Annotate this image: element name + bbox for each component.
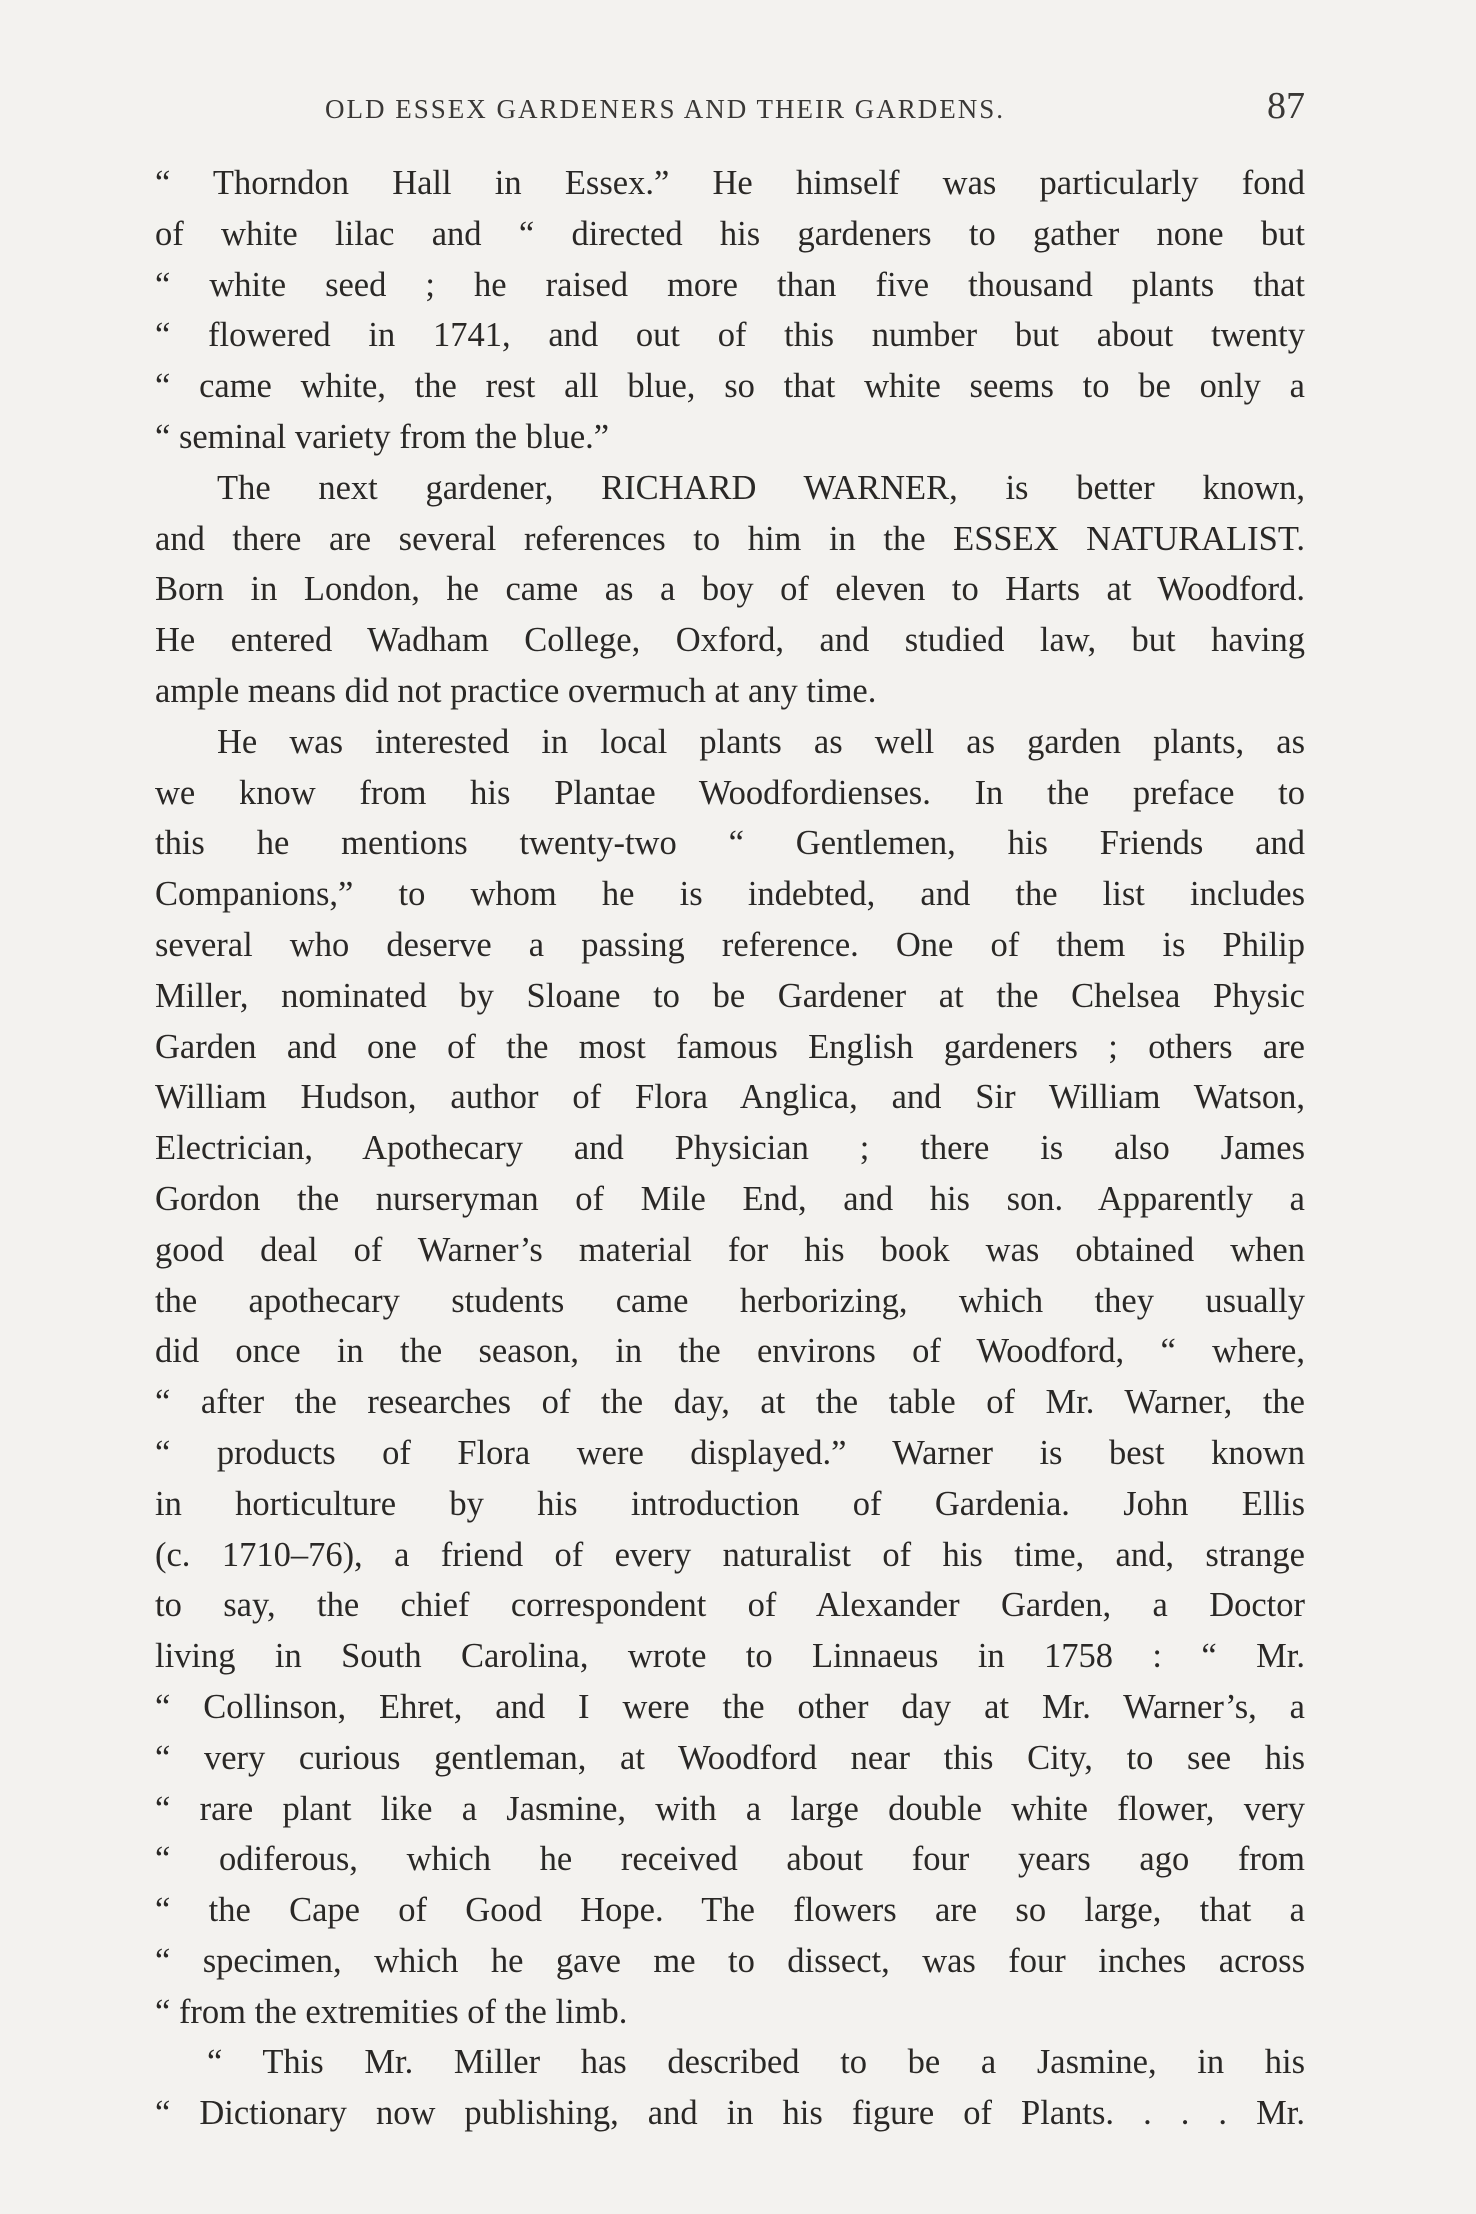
text-line: in horticulture by his introduction of Gardenia. John Ellis (155, 1484, 1305, 1523)
text-line: and there are several references to him in the ESSEX NATURALIST. (155, 519, 1305, 558)
page-header (155, 84, 1305, 144)
running-head: OLD ESSEX GARDENERS AND THEIR GARDENS. (325, 94, 1006, 124)
text-line: did once in the season, in the environs of Woodford, “ where, (155, 1332, 1305, 1371)
text-line: He entered Wadham College, Oxford, and studied law, but having (155, 621, 1305, 660)
text-line: several who deserve a passing reference. One of them is Philip (155, 925, 1305, 964)
text-line: “ the Cape of Good Hope. The flowers are so large, that a (155, 1891, 1305, 1930)
text-line: this he mentions twenty-two “ Gentlemen, his Friends and (155, 824, 1305, 863)
text-line: we know from his Plantae Woodfordienses. In the preface to (155, 773, 1305, 812)
text-line: Born in London, he came as a boy of eleven to Harts at Woodford. (155, 570, 1305, 609)
text-line: Garden and one of the most famous English gardeners ; others are (155, 1027, 1305, 1066)
text-line: ample means did not practice overmuch at any time. (155, 671, 877, 710)
text-line: The next gardener, RICHARD WARNER, is better known, (217, 468, 1305, 507)
text-line: “ specimen, which he gave me to dissect, was four inches across (155, 1941, 1305, 1980)
text-line: “ Collinson, Ehret, and I were the other day at Mr. Warner’s, a (155, 1687, 1305, 1726)
text-line: “ after the researches of the day, at the table of Mr. Warner, the (155, 1383, 1305, 1422)
text-line: “ from the extremities of the limb. (155, 1992, 628, 2031)
page-number: 87 (1267, 85, 1305, 127)
text-line: “ white seed ; he raised more than five thousand plants that (155, 265, 1305, 304)
text-line: He was interested in local plants as well as garden plants, as (217, 722, 1305, 761)
body-text (155, 158, 1305, 2139)
text-line: William Hudson, author of Flora Anglica, and Sir William Watson, (155, 1078, 1305, 1117)
text-line: (c. 1710–76), a friend of every naturalist of his time, and, strange (155, 1535, 1305, 1574)
text-line: “ came white, the rest all blue, so that white seems to be only a (155, 367, 1305, 406)
text-line: Gordon the nurseryman of Mile End, and his son. Apparently a (155, 1179, 1305, 1218)
text-line: “ odiferous, which he received about four years ago from (155, 1840, 1305, 1879)
text-line: living in South Carolina, wrote to Linnaeus in 1758 : “ Mr. (155, 1637, 1305, 1676)
text-line: Miller, nominated by Sloane to be Gardener at the Chelsea Physic (155, 976, 1305, 1015)
text-line: the apothecary students came herborizing, which they usually (155, 1281, 1305, 1320)
text-line: to say, the chief correspondent of Alexander Garden, a Doctor (155, 1586, 1305, 1625)
text-line: good deal of Warner’s material for his book was obtained when (155, 1230, 1305, 1269)
text-line: “ Thorndon Hall in Essex.” He himself was particularly fond (155, 164, 1305, 202)
text-line: “ seminal variety from the blue.” (155, 417, 610, 456)
text-line: Companions,” to whom he is indebted, and the list includes (155, 875, 1305, 914)
text-line: “ rare plant like a Jasmine, with a large double white flower, very (155, 1789, 1305, 1828)
text-line: of white lilac and “ directed his gardeners to gather none but (155, 214, 1305, 253)
text-line: “ Dictionary now publishing, and in his figure of Plants. . . . Mr. (155, 2094, 1305, 2133)
text-line: “ very curious gentleman, at Woodford near this City, to see his (155, 1738, 1305, 1777)
text-line: “ products of Flora were displayed.” Warner is best known (155, 1433, 1305, 1472)
text-line: “ This Mr. Miller has described to be a Jasmine, in his (207, 2043, 1305, 2082)
text-line: “ flowered in 1741, and out of this number but about twenty (155, 316, 1305, 355)
text-line: Electrician, Apothecary and Physician ; there is also James (155, 1129, 1305, 1168)
